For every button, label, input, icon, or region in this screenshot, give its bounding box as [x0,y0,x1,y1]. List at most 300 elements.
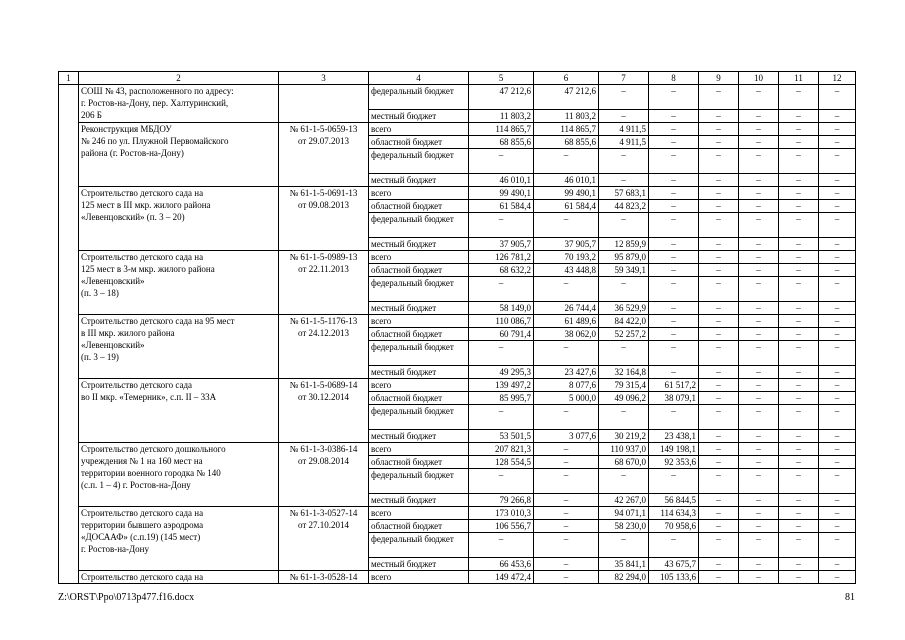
page-number: 81 [845,592,855,603]
value-cell: – [699,174,739,187]
value-cell: – [534,571,599,584]
value-cell: – [819,110,856,123]
funding-source: федеральный бюджет [369,213,469,238]
value-cell: 99 490,1 [534,187,599,200]
footer-file-path: Z:\ORST\Ppo\0713p477.f16.docx [58,592,195,603]
value-cell: – [739,302,779,315]
object-name-line: Строительство детского сада на 95 мест [81,316,235,326]
value-cell: – [819,494,856,507]
value-cell: – [699,469,739,494]
object-name [79,251,279,315]
value-cell: 30 219,2 [599,430,649,443]
value-cell: – [699,494,739,507]
value-cell: – [649,315,699,328]
value-cell: 11 803,2 [469,110,534,123]
value-cell: – [534,469,599,494]
funding-source: федеральный бюджет [369,85,469,110]
object-name-line: 206 Б [81,110,102,120]
value-cell: – [739,392,779,405]
object-name-line: 125 мест в III мкр. жилого района [81,200,211,210]
funding-source: местный бюджет [369,366,469,379]
value-cell: – [699,123,739,136]
value-cell: – [739,200,779,213]
value-cell: – [819,469,856,494]
value-cell: 61 584,4 [469,200,534,213]
value-cell: 207 821,3 [469,443,534,456]
value-cell: – [779,251,819,264]
value-cell: 38 079,1 [649,392,699,405]
value-cell: – [699,315,739,328]
value-cell: – [779,558,819,571]
value-cell: 95 879,0 [599,251,649,264]
expertise-doc [279,187,369,251]
value-cell: – [534,533,599,558]
header-cell: 12 [819,72,856,85]
object-name-line: во II мкр. «Темерник», с.п. II – 33А [81,392,217,402]
value-cell: – [739,328,779,341]
value-cell: – [779,277,819,302]
object-name-line: г. Ростов-на-Дону, пер. Халтуринский, [81,98,229,108]
funding-source: местный бюджет [369,302,469,315]
value-cell: 12 859,9 [599,238,649,251]
header-cell: 10 [739,72,779,85]
value-cell: 47 212,6 [534,85,599,110]
value-cell: – [534,213,599,238]
expertise-doc-line: от 30.12.2014 [297,392,350,402]
value-cell: – [649,200,699,213]
value-cell: 139 497,2 [469,379,534,392]
header-cell: 8 [649,72,699,85]
value-cell: – [534,443,599,456]
value-cell: 61 584,4 [534,200,599,213]
value-cell: – [779,507,819,520]
value-cell: – [599,469,649,494]
value-cell: – [819,430,856,443]
value-cell: – [699,136,739,149]
value-cell: – [819,251,856,264]
value-cell: – [739,366,779,379]
value-cell: – [779,443,819,456]
object-name [79,85,279,123]
header-cell: 1 [59,72,79,85]
value-cell: 38 062,0 [534,328,599,341]
value-cell: – [599,213,649,238]
value-cell: – [779,238,819,251]
value-cell: – [699,379,739,392]
object-name-line: Реконструкция МБДОУ [81,124,172,134]
value-cell: 5 000,0 [534,392,599,405]
value-cell: 82 294,0 [599,571,649,584]
value-cell: 114 865,7 [469,123,534,136]
value-cell: 23 427,6 [534,366,599,379]
value-cell: – [739,405,779,430]
funding-source: федеральный бюджет [369,149,469,174]
value-cell: – [819,187,856,200]
expertise-doc-line: № 61-1-3-0527-14 [289,508,358,518]
value-cell: – [599,85,649,110]
value-cell: 106 556,7 [469,520,534,533]
expertise-doc [279,85,369,123]
value-cell: – [819,213,856,238]
value-cell: 57 683,1 [599,187,649,200]
value-cell: – [819,392,856,405]
expertise-doc [279,507,369,571]
object-name-line: Строительство детского дошкольного [81,444,226,454]
value-cell: – [739,558,779,571]
value-cell: – [534,494,599,507]
value-cell: – [819,238,856,251]
value-cell: – [779,392,819,405]
value-cell: – [739,494,779,507]
value-cell: – [819,264,856,277]
value-cell: – [779,200,819,213]
value-cell: – [779,469,819,494]
funding-source: местный бюджет [369,174,469,187]
table-row [59,123,856,136]
value-cell: – [739,174,779,187]
value-cell: – [699,328,739,341]
value-cell: – [819,443,856,456]
value-cell: 61 517,2 [649,379,699,392]
value-cell: – [779,341,819,366]
table-row [59,251,856,264]
expertise-doc [279,315,369,379]
expertise-doc [279,443,369,507]
value-cell: – [699,341,739,366]
value-cell: – [599,341,649,366]
value-cell: – [534,507,599,520]
value-cell: – [739,341,779,366]
value-cell: – [779,213,819,238]
object-name-line: 125 мест в 3-м мкр. жилого района [81,264,215,274]
value-cell: – [469,341,534,366]
value-cell: – [819,315,856,328]
value-cell: – [534,149,599,174]
value-cell: – [819,558,856,571]
table-row [59,507,856,520]
value-cell: 32 164,8 [599,366,649,379]
object-name-line: территории бывшего аэродрома [81,520,204,530]
funding-source: местный бюджет [369,558,469,571]
value-cell: 56 844,5 [649,494,699,507]
value-cell: 110 937,0 [599,443,649,456]
value-cell: – [649,277,699,302]
value-cell: – [599,110,649,123]
value-cell: – [779,85,819,110]
value-cell: – [779,187,819,200]
value-cell: – [779,533,819,558]
value-cell: 79 266,8 [469,494,534,507]
expertise-doc-line: № 61-1-3-0528-14 [289,572,358,582]
value-cell: – [699,277,739,302]
value-cell: – [779,315,819,328]
value-cell: – [819,277,856,302]
header-cell: 3 [279,72,369,85]
value-cell: – [649,174,699,187]
object-name-line: территории военного городка № 140 [81,468,221,478]
object-name [79,507,279,571]
value-cell: 49 096,2 [599,392,649,405]
object-name-line: (п. 3 – 18) [81,288,119,298]
value-cell: 4 911,5 [599,123,649,136]
value-cell: 68 632,2 [469,264,534,277]
value-cell: – [699,251,739,264]
value-cell: 68 670,0 [599,456,649,469]
value-cell: – [699,200,739,213]
object-name-line: района (г. Ростов-на-Дону) [81,148,184,158]
value-cell: 70 958,6 [649,520,699,533]
table-row [59,187,856,200]
value-cell: – [649,238,699,251]
value-cell: 11 803,2 [534,110,599,123]
object-name-line: «Левенцовский» [81,340,145,350]
value-cell: – [739,430,779,443]
value-cell: 105 133,6 [649,571,699,584]
object-name-line: Строительство детского сада [81,380,193,390]
expertise-doc-line: от 24.12.2013 [297,328,350,338]
value-cell: 47 212,6 [469,85,534,110]
value-cell: – [739,123,779,136]
value-cell: 92 353,6 [649,456,699,469]
funding-source: всего [369,187,469,200]
value-cell: – [779,430,819,443]
value-cell: – [649,405,699,430]
value-cell: – [699,405,739,430]
value-cell: 149 198,1 [649,443,699,456]
value-cell: – [649,110,699,123]
value-cell: – [739,149,779,174]
value-cell: 46 010,1 [534,174,599,187]
value-cell: – [779,136,819,149]
object-name-line: (п. 3 – 19) [81,352,119,362]
value-cell: – [649,136,699,149]
value-cell: 43 675,7 [649,558,699,571]
value-cell: – [534,520,599,533]
table-row [59,443,856,456]
value-cell: – [819,379,856,392]
value-cell: – [534,341,599,366]
expertise-doc [279,123,369,187]
table-row [59,315,856,328]
value-cell: – [739,379,779,392]
value-cell: – [819,507,856,520]
index-column [59,85,79,584]
value-cell: 99 490,1 [469,187,534,200]
budget-table [58,71,856,584]
value-cell: – [779,571,819,584]
value-cell: 128 554,5 [469,456,534,469]
object-name [79,123,279,187]
header-cell: 7 [599,72,649,85]
value-cell: 42 267,0 [599,494,649,507]
value-cell: – [699,149,739,174]
value-cell: – [739,571,779,584]
funding-source: областной бюджет [369,136,469,149]
expertise-doc-line: № 61-1-5-0989-13 [289,252,358,262]
value-cell: – [649,264,699,277]
value-cell: – [699,85,739,110]
value-cell: – [469,533,534,558]
expertise-doc-line: № 61-1-3-0386-14 [289,444,358,454]
value-cell: – [779,264,819,277]
value-cell: – [699,366,739,379]
value-cell: 4 911,5 [599,136,649,149]
value-cell: – [819,366,856,379]
value-cell: – [699,392,739,405]
value-cell: – [469,405,534,430]
value-cell: 68 855,6 [469,136,534,149]
value-cell: 85 995,7 [469,392,534,405]
expertise-doc [279,379,369,443]
funding-source: областной бюджет [369,200,469,213]
value-cell: – [649,302,699,315]
header-cell: 9 [699,72,739,85]
object-name [79,379,279,443]
object-name-line: «Левенцовский» (п. 3 – 20) [81,212,185,222]
expertise-doc [279,251,369,315]
value-cell: – [819,571,856,584]
value-cell: – [649,328,699,341]
table-row [59,379,856,392]
value-cell: 49 295,3 [469,366,534,379]
object-name [79,315,279,379]
value-cell: 61 489,6 [534,315,599,328]
value-cell: – [699,443,739,456]
value-cell: – [534,456,599,469]
value-cell: – [779,379,819,392]
value-cell: 44 823,2 [599,200,649,213]
value-cell: – [739,443,779,456]
value-cell: 60 791,4 [469,328,534,341]
value-cell: 114 634,3 [649,507,699,520]
value-cell: – [649,213,699,238]
object-name-line: СОШ № 43, расположенного по адресу: [81,86,234,96]
header-cell: 5 [469,72,534,85]
value-cell: 59 349,1 [599,264,649,277]
value-cell: – [469,469,534,494]
value-cell: – [699,187,739,200]
value-cell: – [469,277,534,302]
funding-source: федеральный бюджет [369,405,469,430]
value-cell: – [819,123,856,136]
funding-source: всего [369,123,469,136]
funding-source: федеральный бюджет [369,533,469,558]
value-cell: – [739,277,779,302]
value-cell: – [779,149,819,174]
value-cell: – [819,405,856,430]
value-cell: – [819,341,856,366]
value-cell: – [739,136,779,149]
value-cell: 58 149,0 [469,302,534,315]
funding-source: местный бюджет [369,110,469,123]
value-cell: 3 077,6 [534,430,599,443]
value-cell: – [739,264,779,277]
value-cell: 37 905,7 [534,238,599,251]
value-cell: – [649,187,699,200]
header-cell: 11 [779,72,819,85]
funding-source: федеральный бюджет [369,277,469,302]
object-name-line: учреждения № 1 на 160 мест на [81,456,203,466]
value-cell: – [649,341,699,366]
table-row [59,85,856,110]
value-cell: – [699,430,739,443]
expertise-doc-line: от 29.07.2013 [297,136,350,146]
value-cell: – [819,302,856,315]
value-cell: – [649,149,699,174]
funding-source: всего [369,379,469,392]
value-cell: 94 071,1 [599,507,649,520]
value-cell: – [469,213,534,238]
value-cell: – [739,456,779,469]
expertise-doc-line: от 27.10.2014 [297,520,350,530]
expertise-doc-line: № 61-1-5-0659-13 [289,124,358,134]
value-cell: – [819,456,856,469]
value-cell: – [534,405,599,430]
value-cell: – [649,85,699,110]
value-cell: – [779,456,819,469]
object-name-line: Строительство детского сада на [81,188,204,198]
value-cell: 68 855,6 [534,136,599,149]
value-cell: 70 193,2 [534,251,599,264]
value-cell: 36 529,9 [599,302,649,315]
value-cell: 110 086,7 [469,315,534,328]
value-cell: – [779,174,819,187]
value-cell: – [534,558,599,571]
value-cell: – [649,469,699,494]
funding-source: местный бюджет [369,238,469,251]
value-cell: – [599,277,649,302]
value-cell: – [779,328,819,341]
value-cell: 46 010,1 [469,174,534,187]
value-cell: – [699,238,739,251]
value-cell: 79 315,4 [599,379,649,392]
value-cell: 53 501,5 [469,430,534,443]
object-name-line: «ДОСААФ» (с.п.19) (145 мест) [81,532,201,542]
object-name [79,443,279,507]
value-cell: – [739,520,779,533]
value-cell: – [779,302,819,315]
value-cell: – [599,174,649,187]
header-cell: 2 [79,72,279,85]
expertise-doc-line: № 61-1-5-0691-13 [289,188,358,198]
value-cell: 126 781,2 [469,251,534,264]
object-name-line: (с.п. 1 – 4) г. Ростов-на-Дону [81,480,191,490]
funding-source: местный бюджет [369,430,469,443]
header-cell: 6 [534,72,599,85]
value-cell: – [739,238,779,251]
value-cell: – [699,507,739,520]
value-cell: – [819,200,856,213]
funding-source: областной бюджет [369,264,469,277]
value-cell: – [779,494,819,507]
value-cell: 114 865,7 [534,123,599,136]
expertise-doc-line: № 61-1-5-0689-14 [289,380,358,390]
value-cell: – [739,213,779,238]
value-cell: 35 841,1 [599,558,649,571]
value-cell: – [699,456,739,469]
value-cell: – [819,328,856,341]
value-cell: – [779,366,819,379]
value-cell: – [699,533,739,558]
value-cell: – [739,507,779,520]
value-cell: – [739,110,779,123]
value-cell: 84 422,0 [599,315,649,328]
value-cell: – [699,213,739,238]
value-cell: – [649,251,699,264]
value-cell: – [819,520,856,533]
value-cell: – [739,187,779,200]
object-name-line: Строительство детского сада на [81,572,204,582]
